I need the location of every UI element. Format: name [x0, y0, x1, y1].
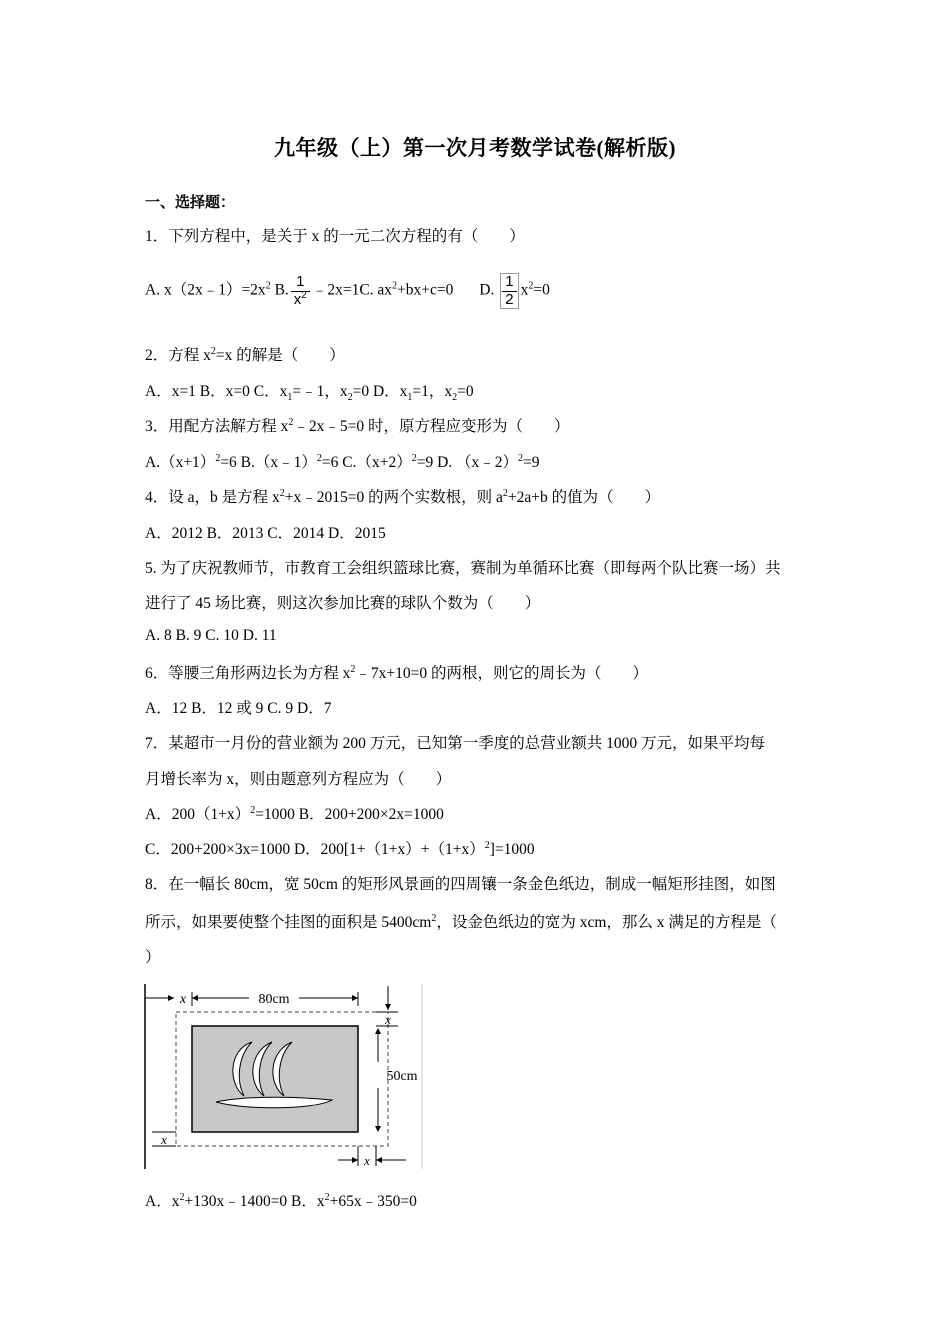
x-label-right-top: x	[385, 1012, 391, 1027]
question-5-stem-line2: 进行了 45 场比赛，则这次参加比赛的球队个数为（ ）	[145, 595, 541, 612]
question-6-options: A．12 B．12 或 9 C. 9 D．7	[145, 700, 332, 717]
question-2-stem: 2．方程 $x^2=x$ 的解是（ ）	[145, 345, 345, 364]
question-4-stem: 4．设 a，b 是方程 $x^2+x﹣2015=0$ 的两个实数根，则 $a^2+2a+b$ 的值为（ ）	[145, 487, 661, 506]
arrowhead	[375, 1126, 381, 1132]
question-7-stem-line2: 月增长率为 x，则由题意列方程应为（ ）	[145, 771, 452, 788]
question-1-stem: 1．下列方程中，是关于 x 的一元二次方程的有（ ）	[145, 228, 525, 245]
question-7-stem-line1: 7．某超市一月份的营业额为 200 万元，已知第一季度的总营业额共 1000 万元，如果平均每	[145, 735, 766, 752]
question-6-stem: 6．等腰三角形两边长为方程 $x^2﹣7x+10=0$ 的两根，则它的周长为（ ）	[145, 663, 648, 682]
arrowhead	[168, 995, 174, 1001]
question-8-stem-line3: ）	[145, 949, 161, 966]
arrowhead	[192, 995, 198, 1001]
page-title: 九年级（上）第一次月考数学试卷(解析版)	[274, 136, 676, 160]
question-7-options-cd: C．200+200×3x=1000 D．$200[1+(1+x)+(1+x)^2]=1000$	[145, 839, 535, 858]
question-3-stem: 3．用配方法解方程 $x^2﹣2x﹣5=0$ 时，原方程应变形为（ ）	[145, 416, 570, 435]
arrowhead	[352, 995, 358, 1001]
question-5-stem-line1: 5. 为了庆祝教师节，市教育工会组织篮球比赛，赛制为单循环比赛（即每两个队比赛一场）共	[145, 560, 781, 577]
question-4-options: A．2012 B．2013 C．2014 D．2015	[145, 525, 386, 542]
width-label: 80cm	[258, 992, 290, 1007]
x-label-bottom-right: x	[364, 1153, 370, 1168]
arrowhead	[376, 1157, 382, 1163]
question-5-options: A. 8 B. 9 C. 10 D. 11	[145, 627, 277, 644]
height-label: 50cm	[386, 1069, 418, 1084]
section-heading: 一、选择题：	[145, 195, 236, 211]
question-1-options: A. $x(2x﹣1)=2x^2$ B. $\frac{1}{x^2}$ ﹣2x=1C. $ax^2+bx+c=0$ D. $\frac{1}{2}$ $x^2=0$	[145, 273, 550, 308]
fraction-one-half: $\frac{1}{2}$	[500, 273, 518, 309]
question-3-options: $A.(x+1)^2=6$ B.（x﹣1）$^2$=6 $C.(x+2)^2=9$ D. （x﹣2）$^2$=9	[145, 452, 540, 471]
arrowhead	[352, 1157, 358, 1163]
fraction-one-over-x-squared: $\frac{1}{x^2}$	[291, 274, 310, 308]
question-8-stem-line1: 8．在一幅长 80cm，宽 50cm 的矩形风景画的四周镶一条金色纸边，制成一幅矩形挂图，如图	[145, 876, 776, 893]
question-8-options: A．$x^2+130x﹣1400=0$ B．$x^2+65x﹣350=0$	[145, 1191, 417, 1210]
x-label-top: x	[179, 992, 187, 1007]
framed-painting-figure	[144, 984, 424, 1169]
question-8-stem-line2: 所示，如果要使整个挂图的面积是 $5400cm^2$，设金色纸边的宽为 xcm，那么 x 满足的方程是（	[145, 912, 777, 931]
x-label-bottom-left: x	[161, 1132, 167, 1147]
question-2-options: A．x=1 B．x=0 C．$x_1=﹣1$，$x_2=0$ D．$x_1=1$，$x_2=0$	[145, 383, 474, 404]
question-7-options-ab: A．$200(1+x)^2=1000$ B．200+200×2x=1000	[145, 804, 444, 823]
arrowhead	[375, 1028, 381, 1034]
arrowhead	[385, 1004, 391, 1010]
